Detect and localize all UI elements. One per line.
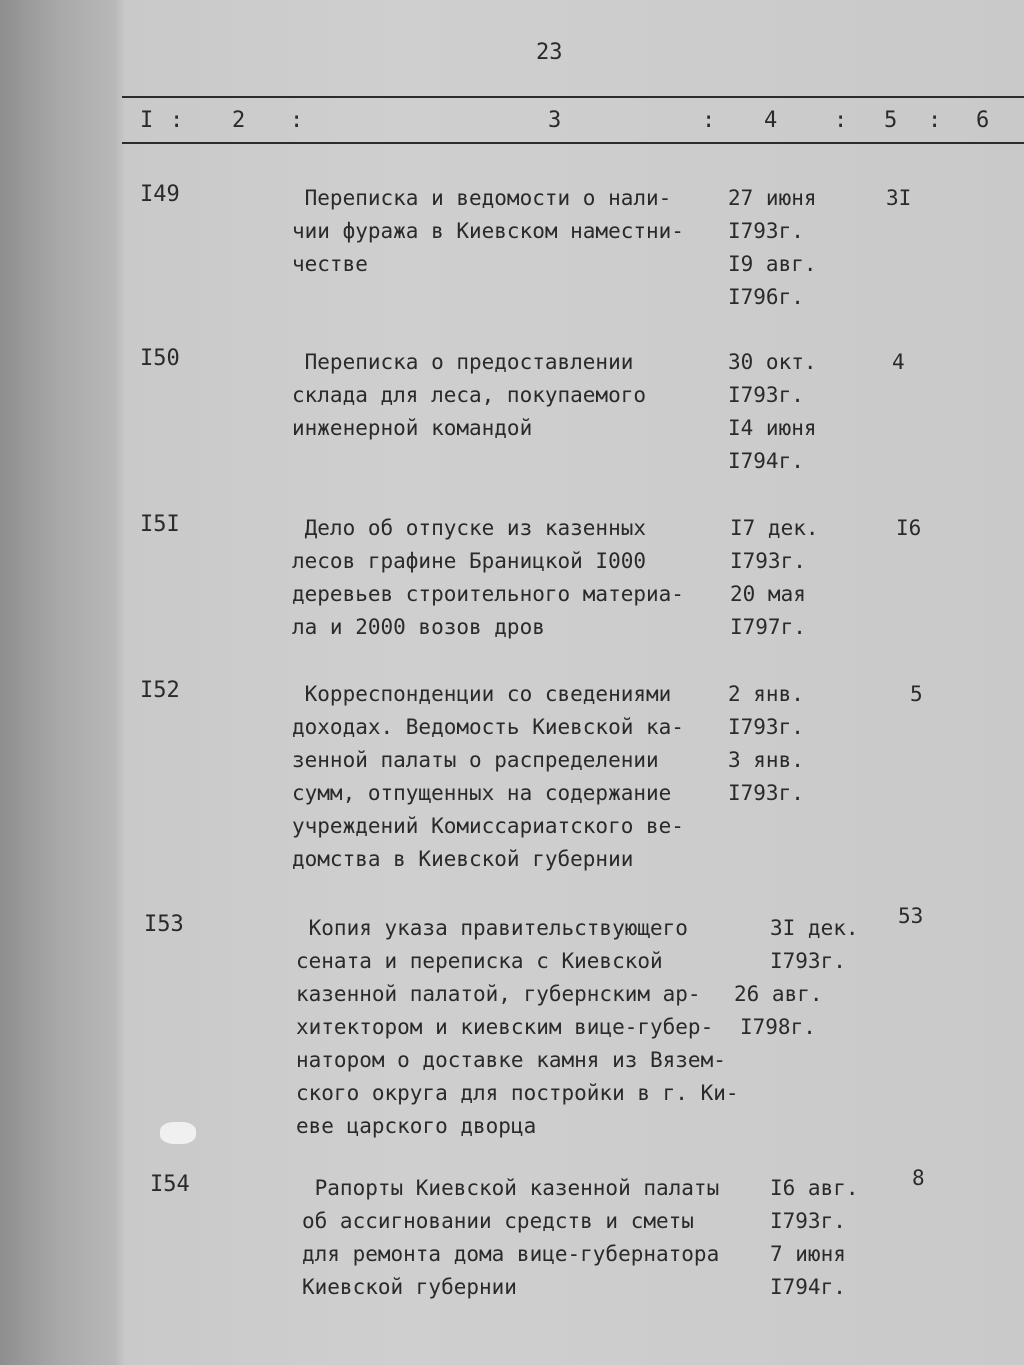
date-line: I793г. bbox=[728, 715, 804, 739]
date-line: I793г. bbox=[728, 219, 804, 243]
date-line: 26 авг. bbox=[734, 982, 823, 1006]
description-line: честве bbox=[292, 252, 368, 276]
description-line: лесов графине Браницкой I000 bbox=[292, 549, 647, 573]
description-line: натором о доставке камня из Вязем- bbox=[296, 1048, 726, 1072]
description-line: хитектором и киевским вице-губер- bbox=[296, 1015, 714, 1039]
paper-blot bbox=[160, 1122, 196, 1144]
date-line: 30 окт. bbox=[728, 350, 817, 374]
column-separator: : bbox=[170, 108, 184, 133]
column-number: I bbox=[140, 108, 154, 133]
description-line: ского округа для постройки в г. Ки- bbox=[296, 1081, 739, 1105]
entry-number: I54 bbox=[150, 1172, 190, 1197]
description-line: Переписка о предоставлении bbox=[292, 350, 634, 374]
date-line: I797г. bbox=[730, 615, 806, 639]
entry-dates bbox=[728, 678, 804, 810]
description-line: ла и 2000 возов дров bbox=[292, 615, 545, 639]
description-line: казенной палатой, губернским ар- bbox=[296, 982, 701, 1006]
column-number: 5 bbox=[884, 108, 898, 133]
description-line: домства в Киевской губернии bbox=[292, 847, 634, 871]
date-line: I793г. bbox=[728, 781, 804, 805]
column-separator: : bbox=[702, 108, 716, 133]
description-line: инженерной командой bbox=[292, 416, 533, 440]
description-line: зенной палаты о распределении bbox=[292, 748, 659, 772]
entry-number: I52 bbox=[140, 678, 180, 703]
entry-description bbox=[302, 1172, 719, 1304]
description-line: Корреспонденции со сведениями bbox=[292, 682, 672, 706]
entry-dates bbox=[770, 1172, 859, 1304]
description-line: Дело об отпуске из казенных bbox=[292, 516, 647, 540]
entry-dates bbox=[728, 182, 817, 314]
description-line: еве царского дворца bbox=[296, 1114, 537, 1138]
description-line: об ассигновании средств и сметы bbox=[302, 1209, 694, 1233]
sheet-count: 3I bbox=[886, 186, 912, 210]
sheet-count: I6 bbox=[896, 516, 922, 540]
date-line: 27 июня bbox=[728, 186, 817, 210]
date-line: I6 авг. bbox=[770, 1176, 859, 1200]
date-line: I798г. bbox=[740, 1015, 816, 1039]
description-line: доходах. Ведомость Киевской ка- bbox=[292, 715, 684, 739]
date-line: I793г. bbox=[730, 549, 806, 573]
description-line: сената и переписка с Киевской bbox=[296, 949, 663, 973]
date-line: I9 авг. bbox=[728, 252, 817, 276]
entry-description bbox=[292, 346, 646, 445]
date-line: 2 янв. bbox=[728, 682, 804, 706]
description-line: Копия указа правительствующего bbox=[296, 916, 688, 940]
column-number: 2 bbox=[232, 108, 246, 133]
column-separator: : bbox=[928, 108, 942, 133]
description-line: сумм, отпущенных на содержание bbox=[292, 781, 672, 805]
date-line: 3I дек. bbox=[770, 916, 859, 940]
description-line: Переписка и ведомости о нали- bbox=[292, 186, 672, 210]
description-line: чии фуража в Киевском наместни- bbox=[292, 219, 684, 243]
column-separator: : bbox=[834, 108, 848, 133]
entry-description bbox=[292, 512, 684, 644]
date-line: I4 июня bbox=[728, 416, 817, 440]
entry-description bbox=[296, 912, 739, 1143]
entry-number: I5I bbox=[140, 512, 180, 537]
page-number: 23 bbox=[536, 40, 563, 65]
sheet-count: 53 bbox=[898, 904, 924, 928]
description-line: учреждений Комиссариатского ве- bbox=[292, 814, 684, 838]
date-line: I793г. bbox=[770, 1209, 846, 1233]
sheet-count: 5 bbox=[910, 682, 923, 706]
header-top-rule bbox=[122, 96, 1024, 98]
date-line: I7 дек. bbox=[730, 516, 819, 540]
entry-number: I49 bbox=[140, 182, 180, 207]
date-line: 20 мая bbox=[730, 582, 806, 606]
entry-dates bbox=[728, 346, 817, 478]
description-line: склада для леса, покупаемого bbox=[292, 383, 647, 407]
header-bottom-rule bbox=[122, 142, 1024, 144]
column-number: 3 bbox=[548, 108, 562, 133]
entry-number: I53 bbox=[144, 912, 184, 937]
sheet-count: 4 bbox=[892, 350, 905, 374]
date-line: I794г. bbox=[770, 1275, 846, 1299]
entry-number: I50 bbox=[140, 346, 180, 371]
column-number: 4 bbox=[764, 108, 778, 133]
column-number: 6 bbox=[976, 108, 990, 133]
description-line: для ремонта дома вице-губернатора bbox=[302, 1242, 720, 1266]
description-line: деревьев строительного материа- bbox=[292, 582, 684, 606]
date-line: I794г. bbox=[728, 449, 804, 473]
entry-description bbox=[292, 678, 684, 876]
sheet-count: 8 bbox=[912, 1166, 925, 1190]
entry-description bbox=[292, 182, 684, 281]
date-line: 7 июня bbox=[770, 1242, 846, 1266]
entry-dates bbox=[730, 512, 819, 644]
date-line: 3 янв. bbox=[728, 748, 804, 772]
description-line: Киевской губернии bbox=[302, 1275, 517, 1299]
date-line: I793г. bbox=[728, 383, 804, 407]
description-line: Рапорты Киевской казенной палаты bbox=[302, 1176, 720, 1200]
column-separator: : bbox=[290, 108, 304, 133]
date-line: I793г. bbox=[770, 949, 846, 973]
date-line: I796г. bbox=[728, 285, 804, 309]
entry-dates bbox=[734, 912, 859, 1044]
